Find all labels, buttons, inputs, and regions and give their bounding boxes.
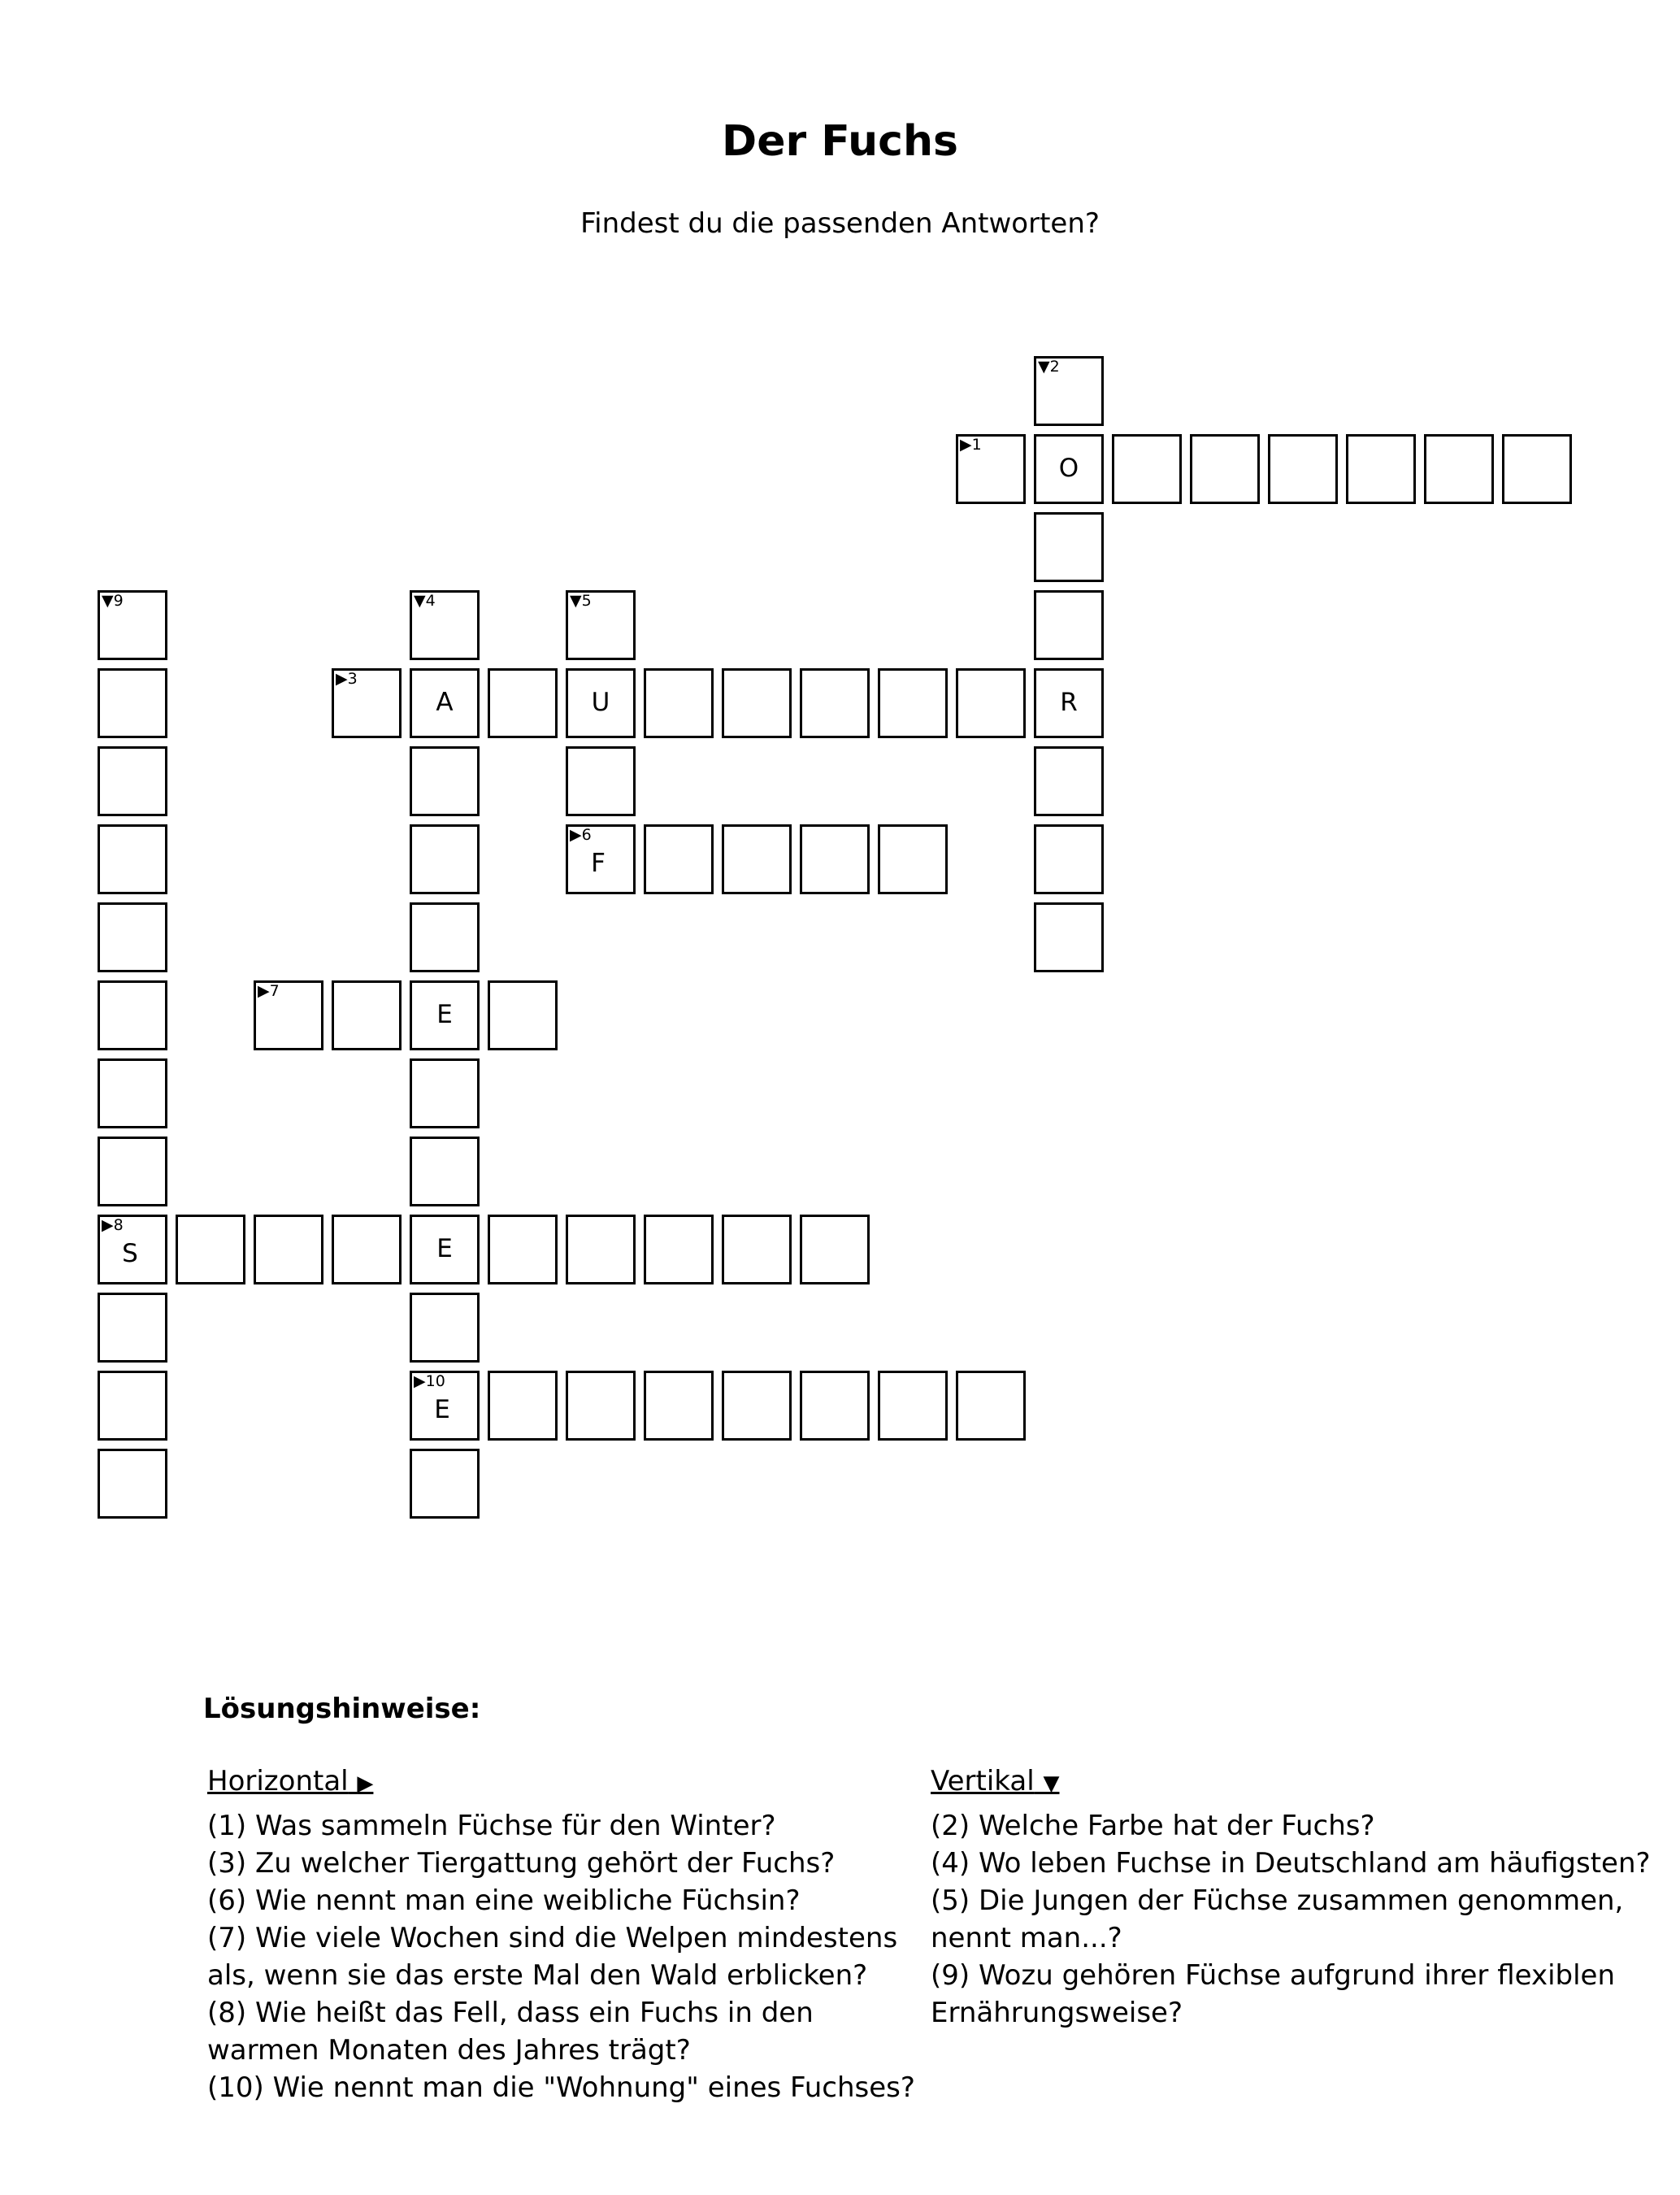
grid-cell[interactable] — [410, 902, 480, 972]
clue-across-3: (3) Zu welcher Tiergattung gehört der Fuchs? — [207, 1847, 836, 1880]
grid-cell[interactable] — [1034, 746, 1104, 816]
grid-cell[interactable] — [410, 590, 480, 660]
grid-cell[interactable] — [644, 1215, 714, 1284]
grid-cell[interactable] — [410, 746, 480, 816]
grid-cell[interactable] — [98, 902, 167, 972]
grid-cell[interactable] — [1424, 434, 1494, 504]
grid-cell[interactable] — [410, 668, 480, 738]
given-letter: R — [1060, 688, 1078, 717]
grid-cell[interactable] — [800, 1371, 870, 1441]
grid-cell[interactable] — [410, 1293, 480, 1363]
given-letter: E — [436, 1000, 453, 1029]
given-letter: F — [591, 849, 606, 878]
grid-cell[interactable] — [956, 434, 1026, 504]
grid-cell[interactable] — [1034, 512, 1104, 582]
clue-number: ▼9 — [102, 592, 124, 610]
grid-cell[interactable] — [332, 668, 402, 738]
grid-cell[interactable] — [410, 1449, 480, 1519]
page-subtitle: Findest du die passenden Antworten? — [580, 207, 1100, 240]
grid-cell[interactable] — [722, 1215, 792, 1284]
clue-number: ▼5 — [570, 592, 592, 610]
grid-cell[interactable] — [1190, 434, 1260, 504]
grid-cell[interactable] — [722, 1371, 792, 1441]
grid-cell[interactable] — [800, 824, 870, 894]
clue-down-5: (5) Die Jungen der Füchse zusammen genommen, nennt man...? — [931, 1884, 1624, 1954]
grid-cell[interactable] — [722, 668, 792, 738]
grid-cell[interactable] — [566, 590, 636, 660]
grid-cell[interactable] — [644, 668, 714, 738]
hints-heading: Lösungshinweise: — [203, 1693, 481, 1725]
grid-cell[interactable] — [1502, 434, 1572, 504]
grid-cell[interactable] — [98, 590, 167, 660]
grid-cell[interactable] — [1034, 590, 1104, 660]
clue-number: ▶8 — [102, 1216, 124, 1234]
grid-cell[interactable] — [98, 824, 167, 894]
clue-down-4: (4) Wo leben Fuchse in Deutschland am häufigsten? — [931, 1847, 1651, 1880]
grid-cell[interactable] — [98, 668, 167, 738]
clue-down-2: (2) Welche Farbe hat der Fuchs? — [931, 1810, 1375, 1842]
grid-cell[interactable] — [1034, 356, 1104, 426]
grid-cell[interactable] — [878, 824, 948, 894]
grid-cell[interactable] — [332, 980, 402, 1050]
grid-cell[interactable] — [1112, 434, 1182, 504]
given-letter: A — [436, 688, 454, 717]
clue-number: ▶1 — [960, 436, 982, 454]
grid-cell[interactable] — [566, 668, 636, 738]
clue-number: ▶3 — [336, 670, 358, 688]
grid-cell[interactable] — [800, 668, 870, 738]
grid-cell[interactable] — [1034, 668, 1104, 738]
grid-cell[interactable] — [410, 980, 480, 1050]
horizontal-heading — [207, 1763, 931, 1802]
grid-cell[interactable] — [878, 668, 948, 738]
grid-cell[interactable] — [488, 1215, 558, 1284]
page-title: Der Fuchs — [722, 117, 958, 166]
grid-cell[interactable] — [800, 1215, 870, 1284]
grid-cell[interactable] — [488, 1371, 558, 1441]
given-letter: S — [122, 1239, 138, 1268]
grid-cell[interactable] — [98, 980, 167, 1050]
grid-cell[interactable] — [98, 1137, 167, 1206]
grid-cell[interactable] — [566, 746, 636, 816]
grid-cell[interactable] — [956, 668, 1026, 738]
grid-cell[interactable] — [1034, 434, 1104, 504]
grid-cell[interactable] — [254, 980, 323, 1050]
grid-cell[interactable] — [1346, 434, 1416, 504]
grid-cell[interactable] — [410, 1058, 480, 1128]
grid-cell[interactable] — [566, 1371, 636, 1441]
grid-cell[interactable] — [1268, 434, 1338, 504]
given-letter: U — [591, 688, 610, 717]
grid-cell[interactable] — [644, 824, 714, 894]
grid-cell[interactable] — [488, 980, 558, 1050]
vertical-heading — [931, 1763, 1654, 1802]
grid-cell[interactable] — [410, 1137, 480, 1206]
grid-cell[interactable] — [1034, 902, 1104, 972]
grid-cell[interactable] — [956, 1371, 1026, 1441]
right-arrow-icon: ▶ — [357, 1771, 374, 1796]
grid-cell[interactable] — [566, 1215, 636, 1284]
grid-cell[interactable] — [878, 1371, 948, 1441]
grid-cell[interactable] — [254, 1215, 323, 1284]
vertical-heading-label: Vertikal — [931, 1765, 1035, 1797]
grid-cell[interactable] — [1034, 824, 1104, 894]
given-letter: O — [1058, 454, 1079, 483]
grid-cell[interactable] — [410, 1371, 480, 1441]
vertical-clues — [931, 1763, 1654, 2032]
grid-cell[interactable] — [410, 824, 480, 894]
clue-number: ▶6 — [570, 826, 592, 844]
grid-cell[interactable] — [98, 1293, 167, 1363]
down-arrow-icon: ▼ — [1043, 1771, 1060, 1796]
clue-number: ▶7 — [258, 982, 280, 1000]
grid-cell[interactable] — [410, 1215, 480, 1284]
clue-across-8: (8) Wie heißt das Fell, dass ein Fuchs in den warmen Monaten des Jahres trägt? — [207, 1997, 814, 2067]
grid-cell[interactable] — [644, 1371, 714, 1441]
clue-across-6: (6) Wie nennt man eine weibliche Füchsin? — [207, 1884, 801, 1917]
clue-across-10: (10) Wie nennt man die "Wohnung" eines Fuchses? — [207, 2071, 915, 2104]
given-letter: E — [434, 1395, 450, 1424]
clue-down-9: (9) Wozu gehören Füchse aufgrund ihrer flexiblen Ernährungsweise? — [931, 1959, 1616, 2029]
horizontal-clues — [207, 1763, 931, 2106]
clue-number: ▶10 — [414, 1372, 445, 1390]
clue-number: ▼4 — [414, 592, 436, 610]
horizontal-heading-label: Horizontal — [207, 1765, 349, 1797]
grid-cell[interactable] — [488, 668, 558, 738]
grid-cell[interactable] — [98, 1449, 167, 1519]
grid-cell[interactable] — [722, 824, 792, 894]
grid-cell[interactable] — [98, 1058, 167, 1128]
given-letter: E — [436, 1234, 453, 1263]
grid-cell[interactable] — [98, 1371, 167, 1441]
grid-cell[interactable] — [566, 824, 636, 894]
grid-cell[interactable] — [176, 1215, 245, 1284]
clue-across-1: (1) Was sammeln Füchse für den Winter? — [207, 1810, 776, 1842]
grid-cell[interactable] — [98, 746, 167, 816]
clue-across-7: (7) Wie viele Wochen sind die Welpen mindestens als, wenn sie das erste Mal den Wald erblicken? — [207, 1922, 898, 1992]
clue-number: ▼2 — [1038, 358, 1060, 376]
grid-cell[interactable] — [332, 1215, 402, 1284]
grid-cell[interactable] — [98, 1215, 167, 1284]
